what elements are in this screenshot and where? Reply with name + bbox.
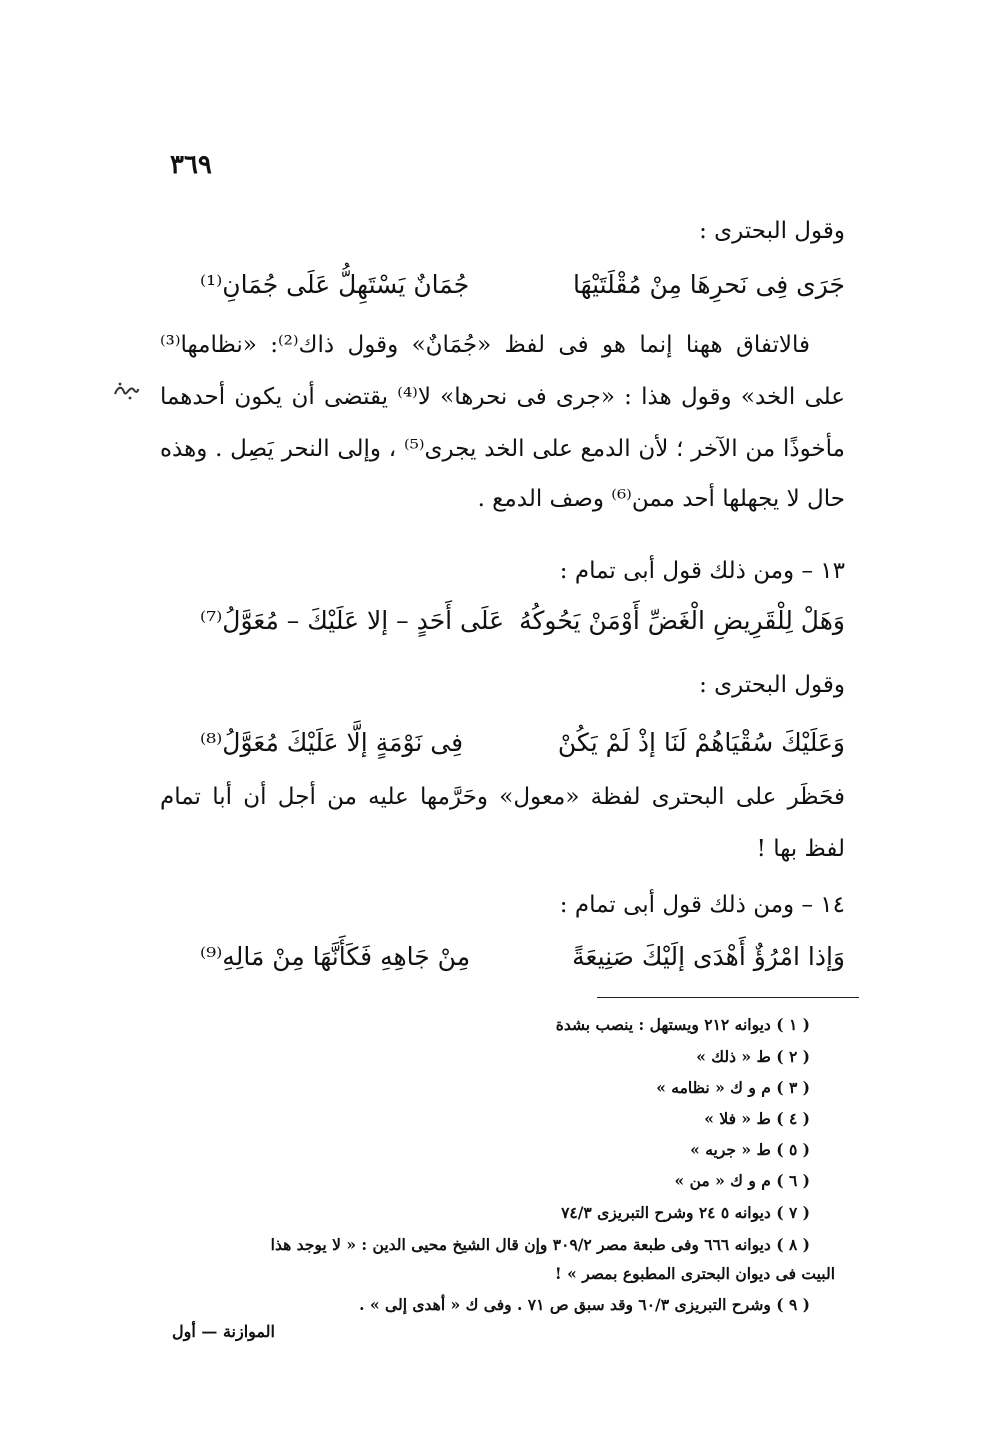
verse-13b-right-hemistich: وَعَلَيْكَ سُقْيَاهُمْ لَنَا إذْ لَمْ يَكُنْ [557,728,845,757]
handwritten-mark-icon [112,380,140,402]
verse-13b [160,730,845,764]
section-13-heading: ١٣ – ومن ذلك قول أبى تمام : [559,558,845,584]
footnote-5: ( ٥ ) ط « جريه » [690,1140,810,1159]
verse-13 [160,608,845,642]
footnote-9: ( ٩ ) وشرح التبريزى ٦٠/٣ وقد سبق ص ٧١ . وفى ك « أهدى إلى » . [359,1295,810,1314]
verse-1 [160,272,845,306]
verse-13b-left-hemistich: فِى نَوْمَةٍ إلَّا عَلَيْكَ مُعَوَّلُ⁽⁸⁾ [200,728,464,757]
footnote-6: ( ٦ ) م و ك « من » [674,1171,810,1190]
intro-buhturi-2: وقول البحترى : [699,672,845,698]
footnote-4: ( ٤ ) ط « فلا » [704,1109,810,1128]
signature-mark: الموازنة — أول [172,1322,275,1341]
prose-line-4: حال لا يجهلها أحد ممن⁽⁶⁾ وصف الدمع . [477,486,845,512]
intro-buhturi-1: وقول البحترى : [699,218,845,244]
prose-line-3: مأخوذًا من الآخر ؛ لأن الدمع على الخد يجرى⁽⁵⁾ ، وإلى النحر يَصِل . وهذه [160,436,845,462]
section-14-heading: ١٤ – ومن ذلك قول أبى تمام : [559,892,845,918]
footnote-8: ( ٨ ) ديوانه ٦٦٦ وفى طبعة مصر ٣٠٩/٢ وإن قال الشيخ محيى الدين : « لا يوجد هذا [270,1235,810,1254]
verse-13-right-hemistich: وَهَلْ لِلْقَرِيضِ الْغَضِّ أَوْمَنْ يَحُوكُهُ [519,606,845,635]
verse-13-left-hemistich: عَلَى أَحَدٍ – إلا عَلَيْكَ – مُعَوَّلُ⁽⁷⁾ [200,606,505,635]
prose-13-line-2: لفظ بها ! [756,836,845,862]
footnote-1: ( ١ ) ديوانه ٢١٢ ويستهل : ينصب بشدة [555,1015,810,1034]
verse-1-right-hemistich: جَرَى فِى نَحرِهَا مِنْ مُقْلَتَيْهَا [572,270,845,299]
prose-13-line-1: فحَظَر على البحترى لفظة «معول» وحَرَّمها عليه من أجل أن أبا تمام [160,784,845,810]
verse-14-right-hemistich: وَإذا امْرُؤٌ أَهْدَى إلَيْكَ صَنِيعَةً [572,942,845,971]
verse-1-left-hemistich: جُمَانٌ يَسْتَهِلُّ عَلَى جُمَانِ⁽¹⁾ [200,270,470,299]
prose-line-1: فالاتفاق ههنا إنما هو فى لفظ «جُمَانٌ» وقول ذاك⁽²⁾: «نظامها⁽³⁾ [160,332,810,358]
prose-line-2: على الخد» وقول هذا : «جرى فى نحرها» لا⁽⁴⁾ يقتضى أن يكون أحدهما [160,384,845,410]
verse-14 [160,944,845,978]
footnote-2: ( ٢ ) ط « ذلك » [696,1047,810,1066]
page-number: ٣٦٩ [170,150,212,180]
verse-14-left-hemistich: مِنْ جَاهِهِ فَكَأَنَّهَا مِنْ مَالِهِ⁽⁹⁾ [200,942,471,971]
footnote-8-continuation: البيت فى ديوان البحترى المطبوع بمصر » ! [554,1264,835,1283]
footnote-divider [597,997,859,998]
footnote-3: ( ٣ ) م و ك « نظامه » [656,1078,810,1097]
footnote-7: ( ٧ ) ديوانه ٥ ٢٤ وشرح التبريزى ٧٤/٣ [561,1203,810,1222]
